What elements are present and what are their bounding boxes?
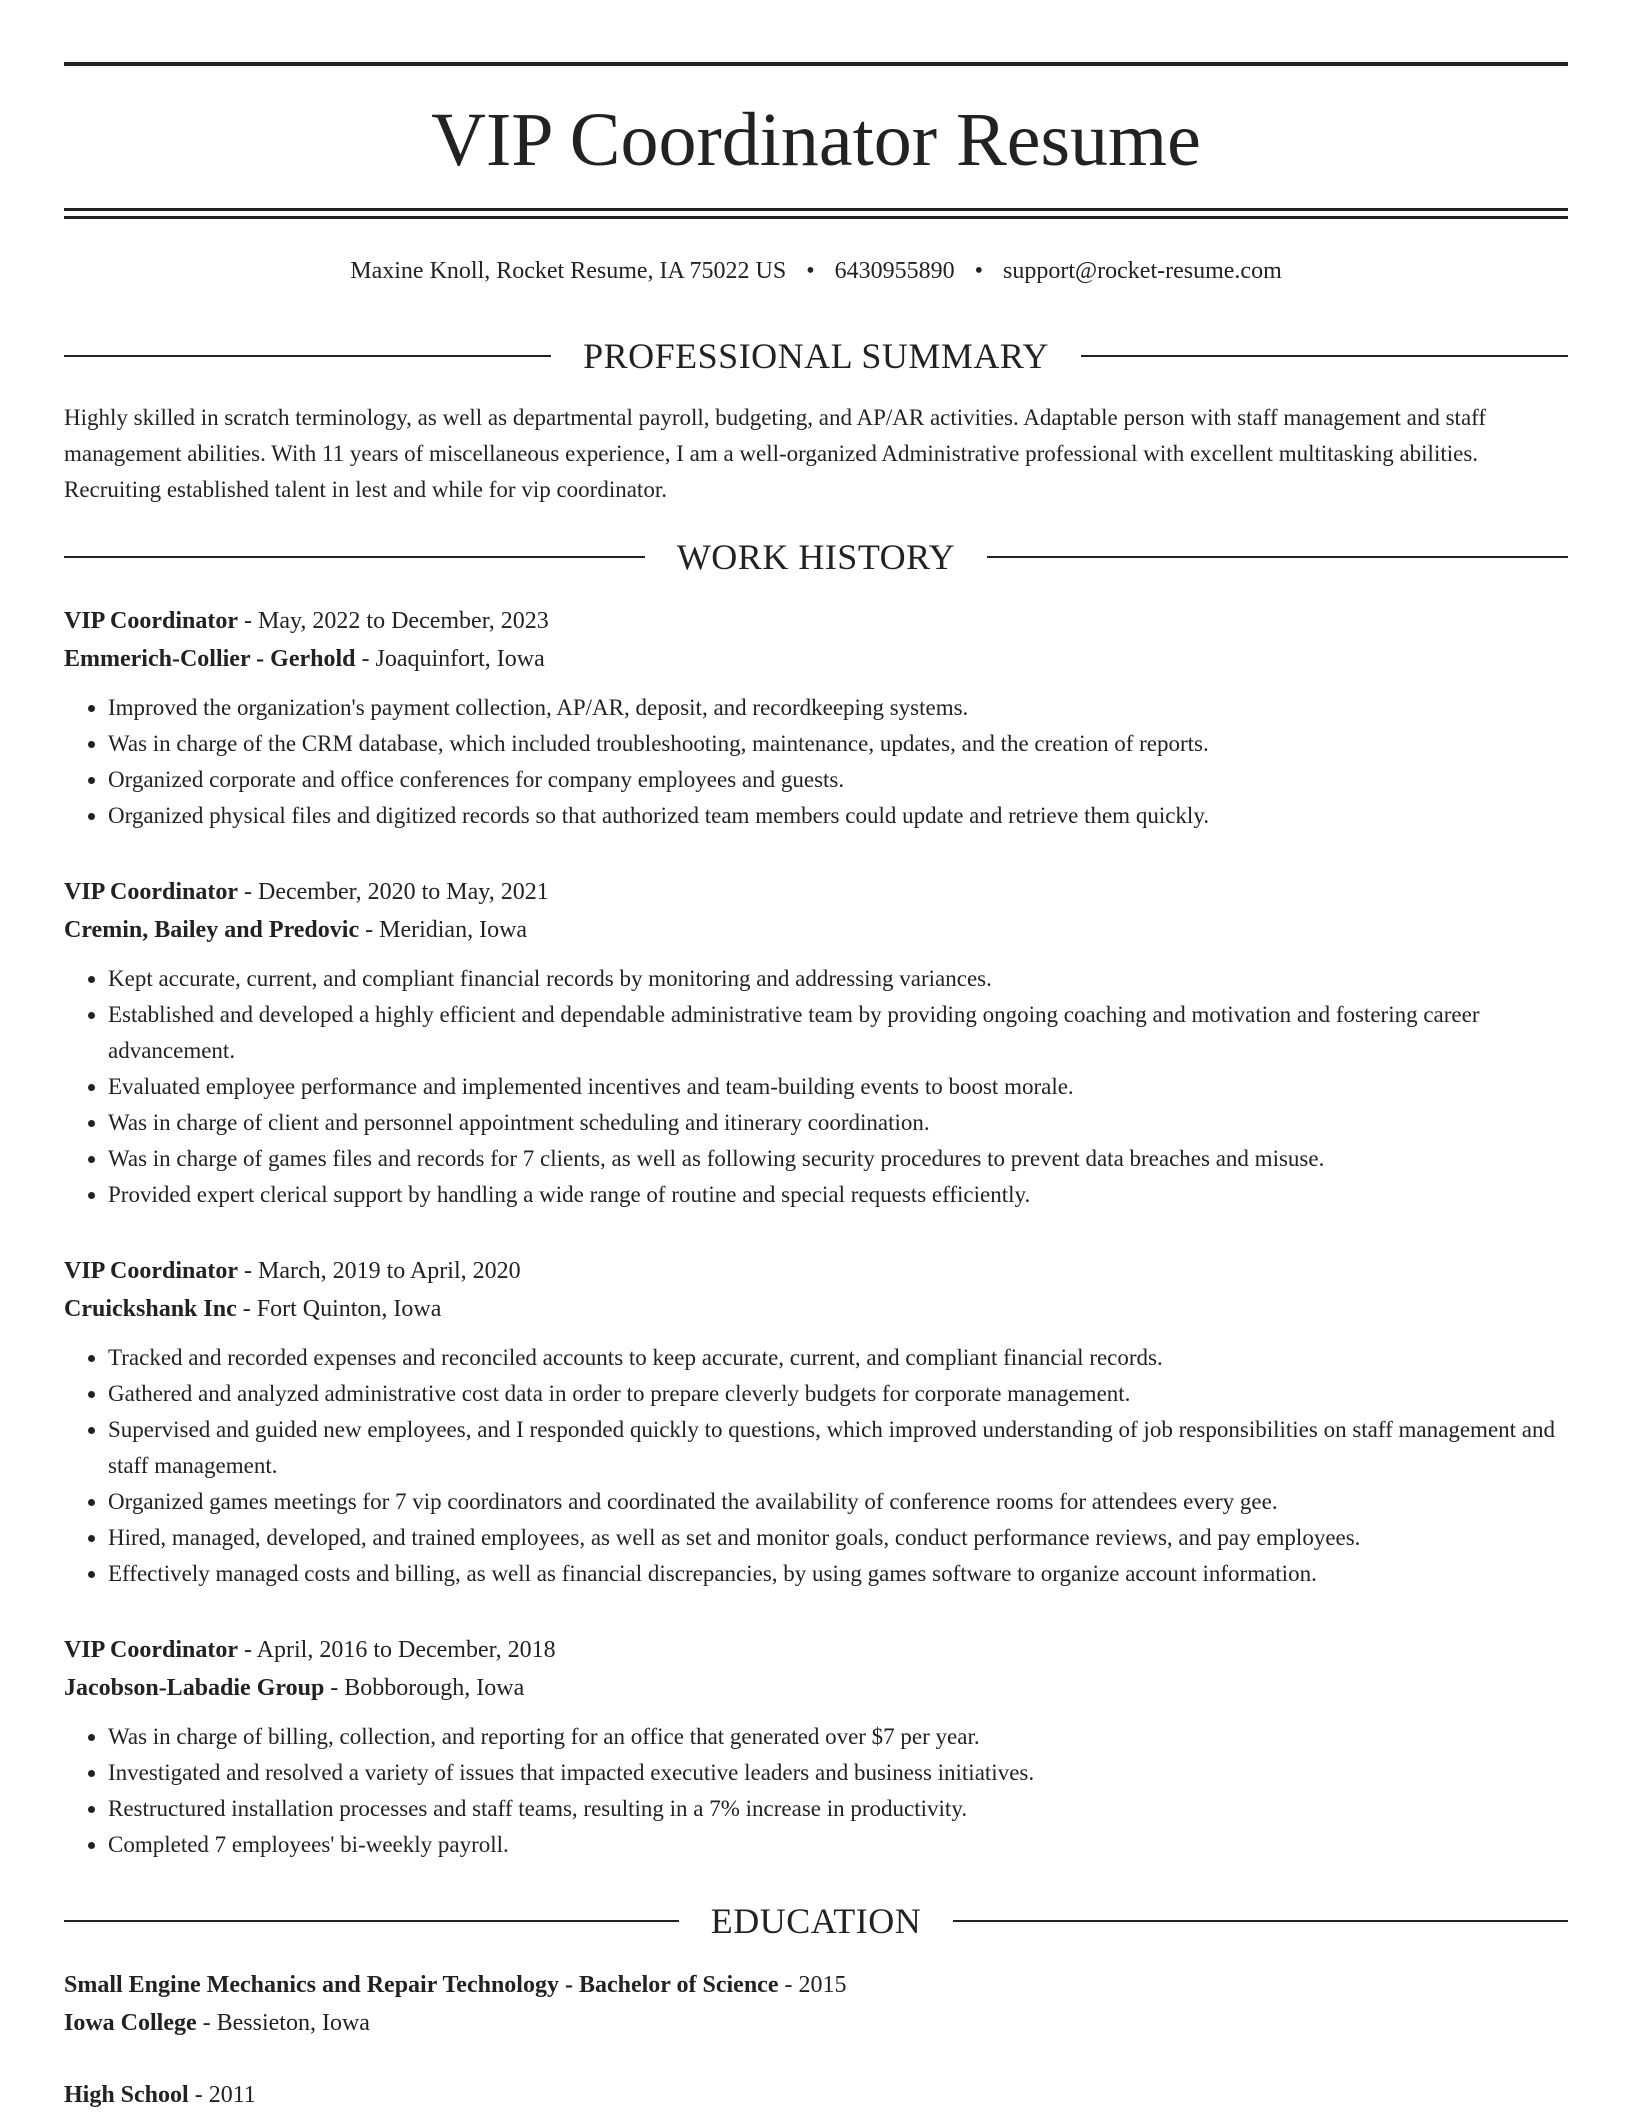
section-title-education: EDUCATION [710, 1901, 922, 1941]
section-rule [64, 556, 645, 558]
job-company: Cruickshank Inc [64, 1296, 237, 1322]
job-bullet: • Improved the organization's payment collection, AP/AR, deposit, and recordkeeping systems. [108, 690, 1568, 726]
title-rule-upper [64, 208, 1568, 211]
job-bullet: • Evaluated employee performance and implemented incentives and team-building events to boost morale. [108, 1069, 1568, 1105]
contact-separator: • [806, 258, 815, 284]
job-company: Cremin, Bailey and Predovic [64, 917, 360, 943]
resume-title: VIP Coordinator Resume [431, 98, 1201, 182]
job-bullet: • Organized corporate and office conferences for company employees and guests. [108, 762, 1568, 798]
education-school: Iowa College [64, 2010, 197, 2036]
job-title: VIP Coordinator [64, 1637, 238, 1663]
top-rule [64, 62, 1568, 66]
job-dates: - March, 2019 to April, 2020 [238, 1258, 521, 1284]
contact-address: Maxine Knoll, Rocket Resume, IA 75022 US [350, 258, 787, 284]
contact-phone: 6430955890 [834, 258, 955, 284]
job-bullet: • Completed 7 employees' bi-weekly payroll. [108, 1827, 1568, 1863]
job-title: VIP Coordinator [64, 1258, 238, 1284]
job-bullet: • Kept accurate, current, and compliant financial records by monitoring and addressing variances. [108, 961, 1568, 997]
section-header-work [64, 535, 1568, 579]
job-entry [64, 602, 1568, 834]
education-degree-row [64, 2076, 1568, 2114]
section-header-education [64, 1899, 1568, 1943]
section-title-summary: PROFESSIONAL SUMMARY [583, 336, 1049, 376]
section-title-work: WORK HISTORY [676, 537, 956, 577]
education-degree: High School [64, 2082, 189, 2108]
education-entry [64, 1966, 1568, 2042]
job-bullet: • Established and developed a highly efficient and dependable administrative team by providing ongoing coaching and motivation and fostering career advancement. [108, 997, 1568, 1069]
education-year: - 2011 [188, 2082, 256, 2108]
job-bullets [64, 961, 1568, 1213]
job-bullets [64, 1719, 1568, 1863]
job-company-row [64, 640, 1568, 678]
job-bullet: • Provided expert clerical support by handling a wide range of routine and special requests efficiently. [108, 1177, 1568, 1213]
contact-separator: • [974, 258, 984, 284]
job-bullet: • Was in charge of games files and records for 7 clients, as well as following security procedures to prevent data breaches and misuse. [108, 1141, 1568, 1177]
education-entry [64, 2076, 1568, 2114]
job-bullet: • Tracked and recorded expenses and reconciled accounts to keep accurate, current, and compliant financial records. [108, 1340, 1568, 1376]
job-entry [64, 873, 1568, 1213]
job-title: VIP Coordinator [64, 608, 238, 634]
job-bullet: • Organized physical files and digitized records so that authorized team members could update and retrieve them quickly. [108, 798, 1568, 834]
title-rule-lower [64, 216, 1568, 219]
education-degree-row [64, 1966, 1568, 2004]
job-location: - Fort Quinton, Iowa [236, 1296, 442, 1322]
education-year: - 2015 [778, 1972, 847, 1998]
job-bullet: • Effectively managed costs and billing, as well as financial discrepancies, by using games software to organize account information. [108, 1556, 1568, 1592]
section-rule [1081, 355, 1568, 357]
job-company: Emmerich-Collier - Gerhold [64, 646, 356, 672]
job-bullet: • Gathered and analyzed administrative cost data in order to prepare cleverly budgets for corporate management. [108, 1376, 1568, 1412]
job-bullet: • Was in charge of the CRM database, which included troubleshooting, maintenance, updates, and the creation of reports. [108, 726, 1568, 762]
job-bullets [64, 1340, 1568, 1592]
job-location: - Meridian, Iowa [359, 917, 528, 943]
section-rule [953, 1920, 1568, 1922]
job-company-row [64, 911, 1568, 949]
job-bullet: • Supervised and guided new employees, and I responded quickly to questions, which improved understanding of job responsibilities on staff management and staff management. [108, 1412, 1568, 1484]
section-rule [987, 556, 1568, 558]
job-dates: - April, 2016 to December, 2018 [238, 1637, 556, 1663]
job-title-row [64, 1631, 1568, 1669]
job-bullet: • Restructured installation processes and staff teams, resulting in a 7% increase in productivity. [108, 1791, 1568, 1827]
section-rule [64, 355, 551, 357]
job-bullet: • Investigated and resolved a variety of issues that impacted executive leaders and business initiatives. [108, 1755, 1568, 1791]
job-bullet: • Was in charge of client and personnel appointment scheduling and itinerary coordination. [108, 1105, 1568, 1141]
job-dates: - December, 2020 to May, 2021 [238, 879, 549, 905]
education-location: - Bessieton, Iowa [196, 2010, 370, 2036]
job-company-row [64, 1290, 1568, 1328]
education-degree: Small Engine Mechanics and Repair Technology - Bachelor of Science [64, 1972, 779, 1998]
section-rule [64, 1920, 679, 1922]
job-entry [64, 1252, 1568, 1592]
job-title-row [64, 873, 1568, 911]
job-bullet: • Organized games meetings for 7 vip coordinators and coordinated the availability of conference rooms for attendees every gee. [108, 1484, 1568, 1520]
contact-email: support@rocket-resume.com [1003, 258, 1282, 284]
job-company: Jacobson-Labadie Group [64, 1675, 325, 1701]
job-title-row [64, 602, 1568, 640]
job-entry [64, 1631, 1568, 1863]
job-dates: - May, 2022 to December, 2023 [238, 608, 549, 634]
contact-line [64, 254, 1568, 288]
job-bullets [64, 690, 1568, 834]
education-school-row [64, 2004, 1568, 2042]
job-bullet: • Was in charge of billing, collection, and reporting for an office that generated over $7 per year. [108, 1719, 1568, 1755]
job-bullet: • Hired, managed, developed, and trained employees, as well as set and monitor goals, conduct performance reviews, and pay employees. [108, 1520, 1568, 1556]
summary-text: Highly skilled in scratch terminology, as well as departmental payroll, budgeting, and AP/AR activities. Adaptable person with staff management and staff management abilities. With 11 years of miscellaneous experience, I am a well-organized Administrative professional with excellent multitasking abilities. Recruiting established talent in lest and while for vip coordinator. [64, 405, 1487, 502]
section-header-summary [64, 334, 1568, 378]
job-location: - Joaquinfort, Iowa [355, 646, 545, 672]
job-title: VIP Coordinator [64, 879, 238, 905]
job-company-row [64, 1669, 1568, 1707]
job-title-row [64, 1252, 1568, 1290]
job-location: - Bobborough, Iowa [324, 1675, 525, 1701]
